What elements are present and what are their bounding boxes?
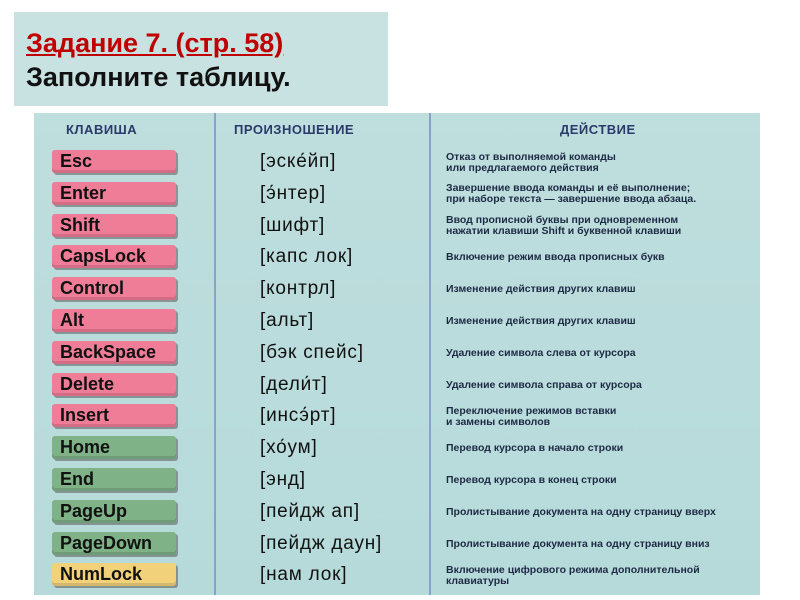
action-cell: Удаление символа справа от курсора — [446, 378, 642, 391]
key-label: End — [52, 468, 176, 491]
keys-table — [34, 113, 760, 595]
action-cell: Включение режим ввода прописных букв — [446, 251, 665, 264]
table-row — [34, 274, 760, 306]
table-row — [34, 211, 760, 243]
key-label: Enter — [52, 182, 176, 205]
key-label: BackSpace — [52, 341, 176, 364]
pronunciation-cell: [инсэ́рт] — [260, 405, 337, 427]
pronunciation-cell: [эске́йп] — [260, 151, 337, 172]
table-row — [34, 306, 760, 338]
table-row — [34, 401, 760, 433]
pronunciation-cell: [хо́ум] — [260, 437, 318, 459]
key-label: NumLock — [52, 563, 176, 586]
table-row — [34, 560, 760, 592]
header-key: КЛАВИША — [66, 122, 138, 137]
pronunciation-cell: [шифт] — [260, 214, 326, 236]
table-row — [34, 147, 760, 179]
header-action: ДЕЙСТВИЕ — [560, 122, 636, 137]
pronunciation-cell: [бэк спейс] — [260, 341, 364, 363]
table-row — [34, 338, 760, 370]
action-cell: Пролистывание документа на одну страницу вниз — [446, 537, 710, 550]
action-cell: Пролистывание документа на одну страницу вверх — [446, 505, 716, 518]
table-row — [34, 179, 760, 211]
key-label: Control — [52, 277, 176, 300]
table-row — [34, 465, 760, 497]
table-row — [34, 242, 760, 274]
key-label: Esc — [52, 150, 176, 173]
task-instruction: Заполните таблицу. — [26, 62, 291, 92]
key-label: PageDown — [52, 532, 176, 555]
title-box — [14, 12, 388, 106]
key-label: Alt — [52, 309, 176, 332]
pronunciation-cell: [альт] — [260, 309, 315, 331]
action-cell: Перевод курсора в начало строки — [446, 442, 624, 455]
key-label: CapsLock — [52, 245, 176, 268]
table-body — [34, 147, 760, 592]
table-header — [34, 113, 760, 145]
action-cell: Ввод прописной буквы при одновременном нажатии клавиши Shift и буквенной клавиши — [446, 214, 682, 238]
pronunciation-cell: [контрл] — [260, 278, 337, 300]
pronunciation-cell: [э́нтер] — [260, 182, 326, 204]
key-label: Home — [52, 436, 176, 459]
table-row — [34, 529, 760, 561]
key-label: Insert — [52, 404, 176, 427]
action-cell: Завершение ввода команды и её выполнение; при наборе текста — завершение ввода абзаца. — [446, 182, 697, 206]
pronunciation-cell: [пейдж ап] — [260, 500, 360, 522]
key-label: PageUp — [52, 500, 176, 523]
action-cell: Перевод курсора в конец строки — [446, 473, 617, 486]
key-label: Delete — [52, 373, 176, 396]
pronunciation-cell: [пейдж даун] — [260, 532, 383, 554]
pronunciation-cell: [дели́т] — [260, 373, 328, 395]
table-row — [34, 433, 760, 465]
action-cell: Удаление символа слева от курсора — [446, 346, 636, 359]
task-title: Задание 7. (стр. 58) — [26, 28, 284, 58]
action-cell: Переключение режимов вставки и замены символов — [446, 404, 617, 428]
action-cell: Отказ от выполняемой команды или предлагаемого действия — [446, 150, 616, 174]
header-pronunciation: ПРОИЗНОШЕНИЕ — [234, 122, 355, 137]
action-cell: Изменение действия других клавиш — [446, 314, 636, 327]
table-row — [34, 370, 760, 402]
action-cell: Включение цифрового режима дополнительной клавиатуры — [446, 563, 700, 587]
pronunciation-cell: [энд] — [260, 468, 306, 490]
key-label: Shift — [52, 214, 176, 237]
action-cell: Изменение действия других клавиш — [446, 283, 636, 296]
pronunciation-cell: [капс лок] — [260, 246, 354, 268]
table-row — [34, 497, 760, 529]
pronunciation-cell: [нам лок] — [260, 564, 348, 586]
